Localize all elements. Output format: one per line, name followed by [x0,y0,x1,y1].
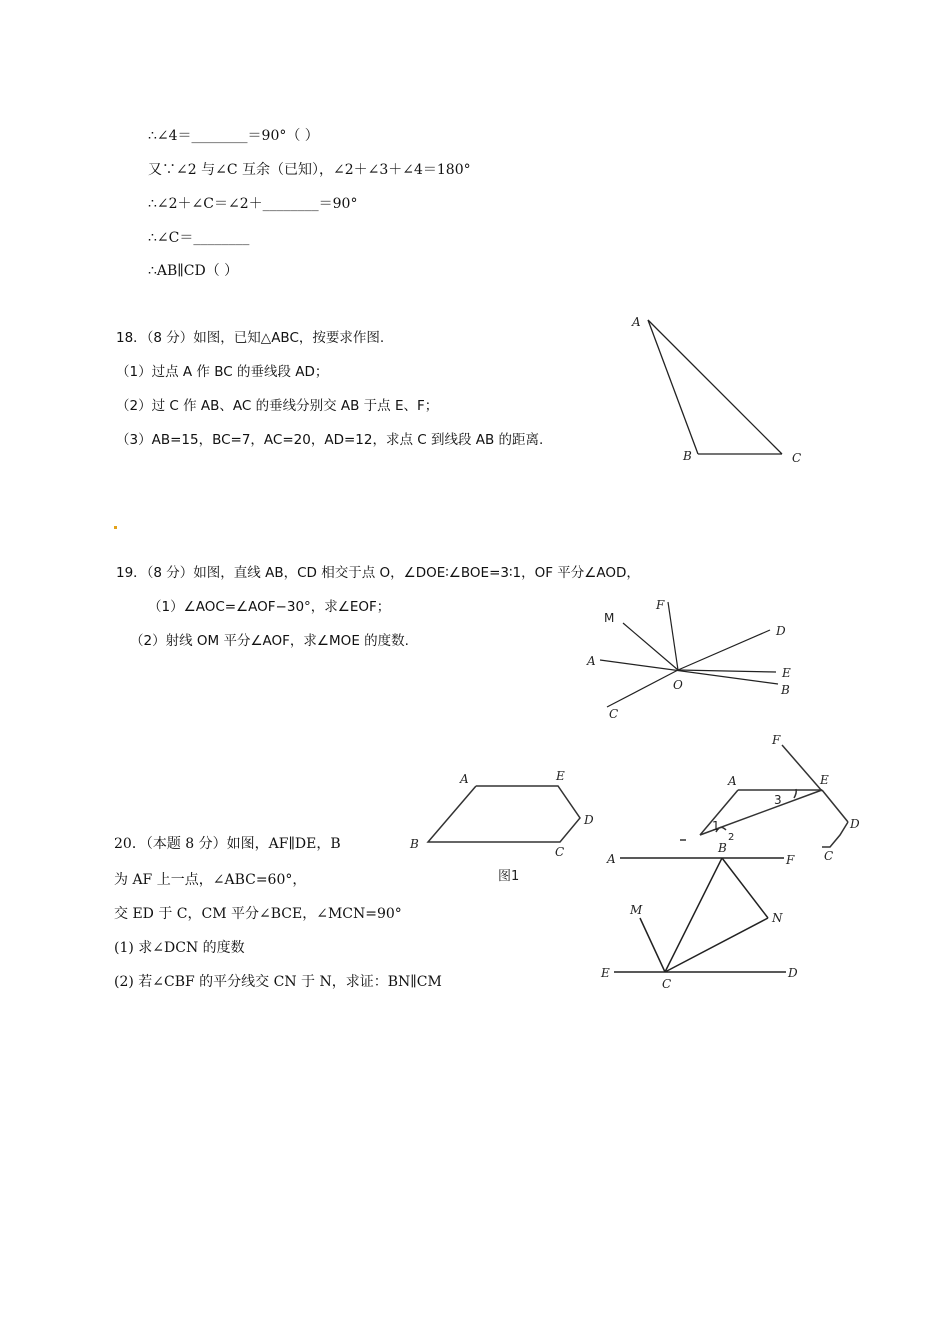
fig2-label-d: D [850,817,860,831]
q19-title: 19．（8 分）如图，直线 AB，CD 相交于点 O，∠DOE∶∠BOE=3∶1，OF 平分∠AOD， [116,565,640,581]
q19-item-1: （1）∠AOC=∠AOF−30°，求∠EOF； [148,599,391,615]
fig2-label-c: C [824,849,834,863]
fig2-label-e: E [820,773,829,787]
fig1-caption: 图1 [498,869,520,884]
proof-line-3: ∴∠2＋∠C＝∠2＋________＝90° [148,196,358,212]
proof-line-4: ∴∠C＝________ [148,230,250,246]
fig3-label-a: A [607,852,616,866]
fig3-label-d: D [788,966,798,980]
fig3-label-c: C [662,977,672,991]
fig3-label-b: B [718,841,727,855]
q18-item-1: （1）过点 A 作 BC 的垂线段 AD； [116,364,329,380]
q18-item-2: （2）过 C 作 AB、AC 的垂线分别交 AB 于点 E、F； [116,398,439,414]
fig2-label-f: F [772,733,781,747]
fig3-label-n: N [772,911,783,925]
fig1-label-a: A [460,772,469,786]
q18-label-a: A [632,315,641,329]
fig2-label-3: 3 [774,793,782,807]
q19-label-f: F [656,598,665,612]
q20-item-3: (1) 求∠DCN 的度数 [114,940,245,956]
q18-label-c: C [792,451,802,465]
fig2-label-2: 2 [728,832,735,843]
proof-line-2: 又∵∠2 与∠C 互余（已知），∠2＋∠3＋∠4＝180° [148,162,471,178]
q20-title: 20．（本题 8 分）如图，AF∥DE，B [114,836,341,852]
q20-item-2: 交 ED 于 C，CM 平分∠BCE，∠MCN=90° [114,906,402,922]
fig2-label-1: 1 [712,819,720,833]
q19-label-a: A [587,654,596,668]
fig1-label-d: D [584,813,594,827]
fig1-label-c: C [555,845,565,859]
proof-line-1: ∴∠4＝________＝90°（ ） [148,128,319,144]
proof-line-5: ∴AB∥CD（ ） [148,263,239,279]
q19-label-c: C [609,707,619,721]
q19-label-m: M [604,611,615,625]
fig3-label-f: F [786,853,795,867]
q20-item-1: 为 AF 上一点，∠ABC=60°， [114,872,307,888]
fig3-label-m: M [630,903,643,917]
fig1-label-e: E [556,769,565,783]
q18-label-b: B [683,449,692,463]
fig2-label-a: A [728,774,737,788]
fig1-label-b: B [410,837,419,851]
q19-label-b: B [781,683,790,697]
q18-item-3: （3）AB=15，BC=7，AC=20，AD=12，求点 C 到线段 AB 的距离. [116,432,544,448]
q19-item-2: （2）射线 OM 平分∠AOF，求∠MOE 的度数. [130,633,409,649]
q19-label-e: E [782,666,791,680]
fig3-label-e: E [601,966,610,980]
q19-label-o: O [673,678,683,692]
q20-item-4: (2) 若∠CBF 的平分线交 CN 于 N，求证：BN∥CM [114,974,442,990]
q18-title: 18．（8 分）如图，已知△ABC，按要求作图. [116,330,385,346]
stray-mark [114,526,117,529]
q19-label-d: D [776,624,786,638]
